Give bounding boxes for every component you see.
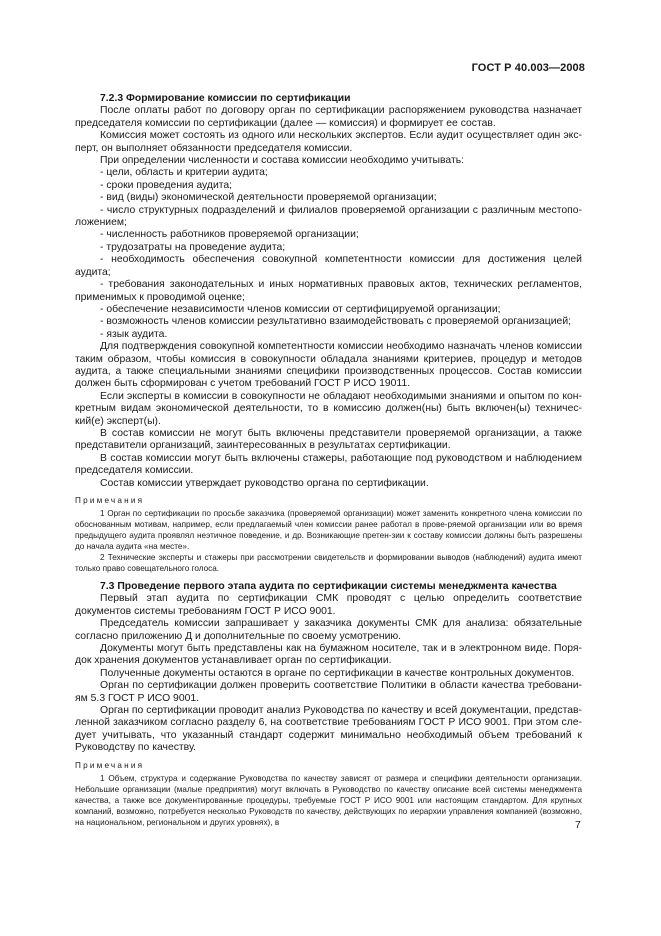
- list-item: - численность работников проверяемой организации;: [100, 229, 359, 241]
- notes-block: [75, 760, 582, 828]
- paragraph: Документы могут быть представлены как на бумажном носителе, так и в электронном виде. Поря-док хранения документов устанавливает орган по сертификации.: [75, 643, 582, 667]
- paragraph: Полученные документы остаются в органе по сертификации в качестве контрольных документов.: [100, 667, 575, 679]
- list-item: - число структурных подразделений и филиалов проверяемой организации с различным местопо-ложением;: [75, 204, 582, 229]
- paragraph: Председатель комиссии запрашивает у заказчика документы СМК для анализа: обязательные согласно приложению Д и дополнительные по своему усмотрению.: [75, 618, 582, 642]
- paragraph: В состав комиссии не могут быть включены представители проверяемой организации, а также представители организаций, заинтересованных в результатах сертификации.: [75, 427, 582, 452]
- paragraph: Комиссия может состоять из одного или нескольких экспертов. Если аудит осуществляет один экс-перт, он выполняет обязанности председателя комиссии.: [75, 130, 582, 154]
- paragraph: Для подтверждения совокупной компетентности комиссии необходимо назначать членов комиссии таким образом, чтобы комиссия в совокупности обладала знаниями критериев, процедур и методов аудита, а также специальными знаниями специфики производственных процессов. Состав комиссии должен быть сформирован с учетом требований ГОСТ Р ИСО 19011.: [75, 341, 582, 390]
- list-item: - возможность членов комиссии результативно взаимодействовать с проверяемой организацией;: [100, 316, 572, 328]
- section-heading-7-3: 7.3 Проведение первого этапа аудита по сертификации системы менеджмента качества: [100, 581, 557, 592]
- paragraph: В состав комиссии могут быть включены стажеры, работающие под руководством и наблюдением председателя комиссии.: [75, 452, 582, 477]
- notes-title: Примечания: [75, 496, 145, 505]
- list-item: - требования законодательных и иных нормативных правовых актов, технических регламентов, применимых к проводимой оценке;: [75, 279, 582, 303]
- note: 1 Объем, структура и содержание Руководства по качеству зависят от размера и специфики деятельности организации. Небольшие организации (малые предприятия) могут включать в Руководство по качеству описание всей системы менеджмента качества, а также все документированные процедуры, требуемые ГОСТ Р ИСО 9001 или настоящим стандартом. Для крупных компаний, возможно, потребуется несколько Руководств по качеству, действующих по иерархии управления компанией (возможно, на национальном, региональном и других уровнях), в: [75, 773, 582, 827]
- list-item: - необходимость обеспечения совокупной компетентности комиссии для достижения целей аудита;: [75, 254, 582, 278]
- list-item: - язык аудита.: [100, 328, 168, 340]
- paragraph: Орган по сертификации проводит анализ Руководства по качеству и всей документации, представ-ленной заказчиком согласно разделу 6, на соответствие требованиям ГОСТ Р ИСО 9001. При этом сле-дует учитывать, что указанный стандарт содержит минимально необходимый объем требований к Руководству по качеству.: [75, 705, 582, 754]
- paragraph: Если эксперты в комиссии в совокупности не обладают необходимыми знаниями и опытом по кон-кретным видам экономической деятельности, то в комиссию должен(ны) быть включен(ы) техничес-кий(е) эксперт(ы).: [75, 390, 582, 427]
- list-item: - цели, область и критерии аудита;: [100, 167, 268, 179]
- paragraph: Орган по сертификации должен проверить соответствие Политики в области качества требовани-ям 5.3 ГОСТ Р ИСО 9001.: [75, 680, 582, 704]
- list-item: - трудозатраты на проведение аудита;: [100, 241, 286, 253]
- note: 2 Технические эксперты и стажеры при рассмотрении свидетельств и формировании выводов (наблюдений) аудита имеют только право совещательного голоса.: [75, 553, 582, 573]
- section-heading-7-2-3: 7.2.3 Формирование комиссии по сертификации: [100, 93, 351, 104]
- paragraph: После оплаты работ по договору орган по сертификации распоряжением руководства назначает председателя комиссии по сертификации (далее — комиссия) и формирует ее состав.: [75, 105, 582, 129]
- list-item: - обеспечение независимости членов комиссии от сертифицируемой организации;: [100, 303, 501, 315]
- list-item: - вид (виды) экономической деятельности проверяемой организации;: [100, 192, 437, 204]
- paragraph: При определении численности и состава комиссии необходимо учитывать:: [100, 155, 465, 167]
- notes-title: Примечания: [75, 760, 145, 770]
- paragraph: Состав комиссии утверждает руководство органа по сертификации.: [100, 477, 429, 489]
- notes-block: [75, 495, 582, 574]
- page-number: 7: [575, 820, 581, 831]
- paragraph: Первый этап аудита по сертификации СМК проводят с целью определить соответствие документов системы требованиям ГОСТ Р ИСО 9001.: [75, 593, 582, 617]
- page-content: [75, 93, 582, 832]
- list-item: - сроки проведения аудита;: [100, 179, 233, 191]
- document-id-header: ГОСТ Р 40.003—2008: [471, 62, 585, 74]
- note: 1 Орган по сертификации по просьбе заказчика (проверяемой организации) может заменить конкретного члена комиссии по обоснованным мотивам, например, если предлагаемый член комиссии ранее работал в прове-ряемой организации или во время предыдущего аудита проявлял неэтичное поведение, и др. Возникающие претен-зии к составу комиссии должны быть разрешены до начала аудита «на месте».: [75, 509, 582, 551]
